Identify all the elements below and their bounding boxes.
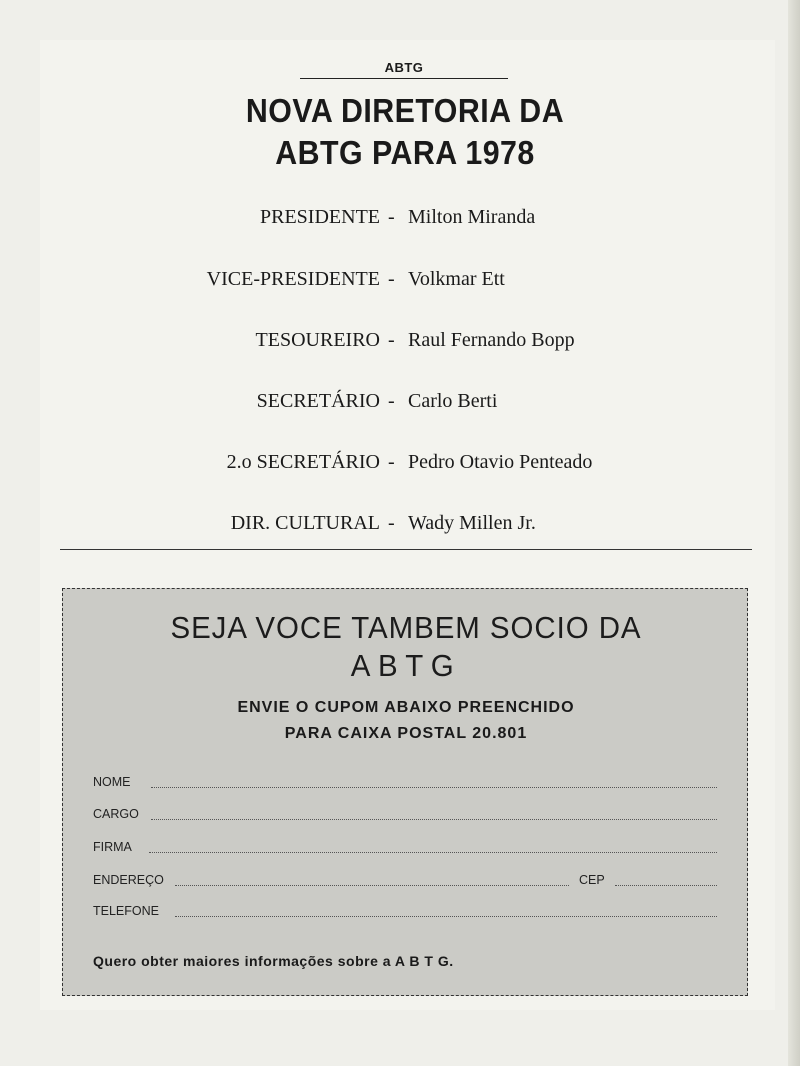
coupon-title-line-2: ABTG	[350, 648, 462, 683]
coupon-footer-note: Quero obter maiores informações sobre a A B T G.	[93, 953, 454, 969]
cargo-field[interactable]	[151, 819, 717, 820]
board-name: Carlo Berti	[408, 390, 498, 412]
coupon-instructions-line-1: ENVIE O CUPOM ABAIXO PREENCHIDO	[237, 699, 575, 716]
membership-coupon	[62, 588, 748, 996]
firma-label: FIRMA	[93, 840, 132, 854]
firma-field[interactable]	[149, 852, 717, 853]
board-name: Raul Fernando Bopp	[408, 329, 575, 351]
coupon-title	[80, 609, 732, 685]
page-title-line-2: ABTG PARA 1978	[275, 134, 535, 171]
board-role: VICE-PRESIDENTE	[206, 268, 380, 290]
board-name: Pedro Otavio Penteado	[408, 451, 593, 473]
board-name: Volkmar Ett	[408, 268, 505, 290]
board-row-tesoureiro	[0, 329, 800, 359]
board-separator: -	[388, 329, 395, 351]
board-row-secretario	[0, 390, 800, 420]
board-row-dir-cultural	[0, 512, 800, 542]
section-label-rule	[300, 78, 508, 79]
board-role: 2.o SECRETÁRIO	[226, 451, 380, 473]
board-row-segundo-secretario	[0, 451, 800, 481]
telefone-label: TELEFONE	[93, 904, 159, 918]
board-role: DIR. CULTURAL	[230, 512, 380, 534]
endereco-field[interactable]	[175, 885, 569, 886]
section-divider	[60, 549, 752, 550]
board-separator: -	[388, 390, 395, 412]
endereco-label: ENDEREÇO	[93, 873, 164, 887]
board-name: Wady Millen Jr.	[408, 512, 536, 534]
board-separator: -	[388, 206, 395, 228]
coupon-instructions	[63, 695, 749, 747]
page-title	[180, 90, 631, 174]
telefone-field[interactable]	[175, 916, 717, 917]
page-title-line-1: NOVA DIRETORIA DA	[245, 92, 565, 129]
board-role: SECRETÁRIO	[256, 390, 380, 412]
coupon-title-line-1: SEJA VOCE TAMBEM SOCIO DA	[170, 610, 642, 645]
board-role: PRESIDENTE	[260, 206, 380, 228]
board-separator: -	[388, 268, 395, 290]
coupon-instructions-line-2: PARA CAIXA POSTAL 20.801	[284, 725, 528, 742]
board-row-presidente	[0, 206, 800, 236]
cep-label: CEP	[579, 873, 605, 887]
nome-label: NOME	[93, 775, 131, 789]
board-separator: -	[388, 512, 395, 534]
nome-field[interactable]	[151, 787, 717, 788]
cep-field[interactable]	[615, 885, 717, 886]
board-row-vice-presidente	[0, 268, 800, 298]
cargo-label: CARGO	[93, 807, 139, 821]
board-role: TESOUREIRO	[255, 329, 380, 351]
board-separator: -	[388, 451, 395, 473]
board-name: Milton Miranda	[408, 206, 536, 228]
section-label: ABTG	[384, 60, 424, 75]
